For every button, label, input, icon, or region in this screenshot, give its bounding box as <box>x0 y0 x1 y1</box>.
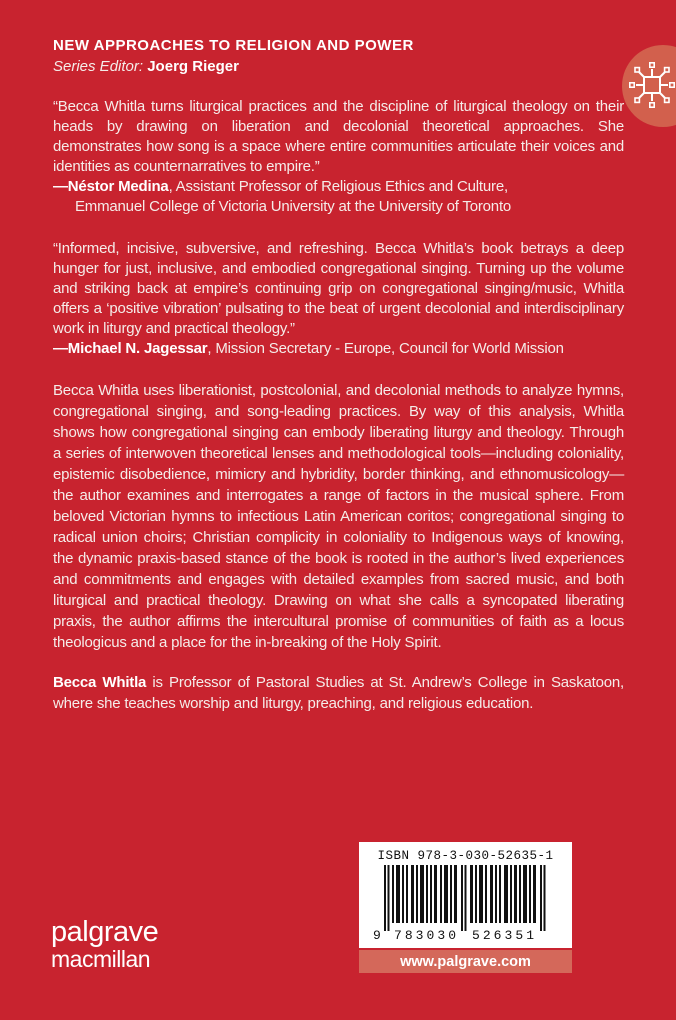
endorsement-attribution <box>53 339 624 359</box>
series-editor-label: Series Editor: <box>53 58 144 75</box>
series-editor-line <box>53 58 624 75</box>
network-nodes-icon <box>629 62 675 108</box>
isbn-barcode-block <box>359 842 572 948</box>
publisher-website-bar <box>359 950 572 973</box>
barcode-digit-group: 783030 <box>394 928 456 943</box>
endorsement-quote: “Informed, incisive, subversive, and refreshing. Becca Whitla’s book betrays a deep hunger for just, inclusive, and embodied congregational singing. Turning up the volume and striking back at empire’s continuing grip on congregational singing/music, Whitla offers a ‘positive vibration’ pulsating to the beat of urgent decolonial and interdisciplinary work in liturgy and practical theology.” <box>53 240 624 337</box>
publisher-logo-palgrave: palgrave <box>51 916 159 948</box>
series-emblem-circle <box>622 45 676 127</box>
publisher-logo <box>51 918 158 971</box>
book-description: Becca Whitla uses liberationist, postcolonial, and decolonial methods to analyze hymns, congregational singing, and song-leading practices. By way of this analysis, Whitla shows how congregational singing can embody liberating liturgy and theology. Through a series of interwoven theoretical lenses and methodological tools—including coloniality, epistemic disobedience, mimicry and hybridity, border thinking, and ethnomusicology—the author examines and interrogates a range of factors in the musical sphere. From beloved Victorian hymns to infectious Latin American coritos; congregational singing to radical union choirs; Christian complicity in coloniality to Indigenous ways of knowing, the dynamic praxis-based stance of the book is rooted in the author’s lived experiences and commitments and engages with detailed examples from sacred music, and both liturgical and practical theology. Drawing on what she calls a syncopated liberating praxis, the author affirms the intercultural promise of communities of faith as a locus theologicus and a place for the in-breaking of the Holy Spirit. <box>53 382 624 651</box>
author-bio <box>53 672 624 714</box>
endorsement-quote: “Becca Whitla turns liturgical practices and the discipline of liturgical theology on their heads by drawing on liberation and decolonial theoretical approaches. She demonstrates how song is a space where entire communities articulate their voices and identities as counternarratives to empire.” <box>53 98 624 175</box>
endorser-name: —Néstor Medina <box>53 178 169 195</box>
publisher-logo-macmillan: macmillan <box>51 946 151 972</box>
attribution-line <box>53 177 624 197</box>
author-bio-text: is Professor of Pastoral Studies at St. Andrew’s College in Saskatoon, where she teaches worship and liturgy, preaching, and religious education. <box>53 674 624 712</box>
isbn-label: ISBN 978-3-030-52635-1 <box>377 849 554 863</box>
endorsement-attribution <box>53 177 624 217</box>
attribution-line <box>53 339 624 359</box>
attribution-line-continuation: Emmanuel College of Victoria University at the University of Toronto <box>75 198 512 215</box>
barcode-digit-group: 526351 <box>472 928 534 943</box>
publisher-website: www.palgrave.com <box>400 953 531 970</box>
endorser-role: , Mission Secretary - Europe, Council for World Mission <box>207 340 564 357</box>
ean13-barcode <box>373 865 558 943</box>
series-editor-name: Joerg Rieger <box>147 58 239 75</box>
endorser-role: , Assistant Professor of Religious Ethics and Culture, <box>168 178 508 195</box>
endorser-name: —Michael N. Jagessar <box>53 340 208 357</box>
series-title: NEW APPROACHES TO RELIGION AND POWER <box>53 37 414 54</box>
barcode-digit-group: 9 <box>373 928 381 943</box>
author-name: Becca Whitla <box>53 674 147 691</box>
cover-text-column <box>53 0 624 714</box>
